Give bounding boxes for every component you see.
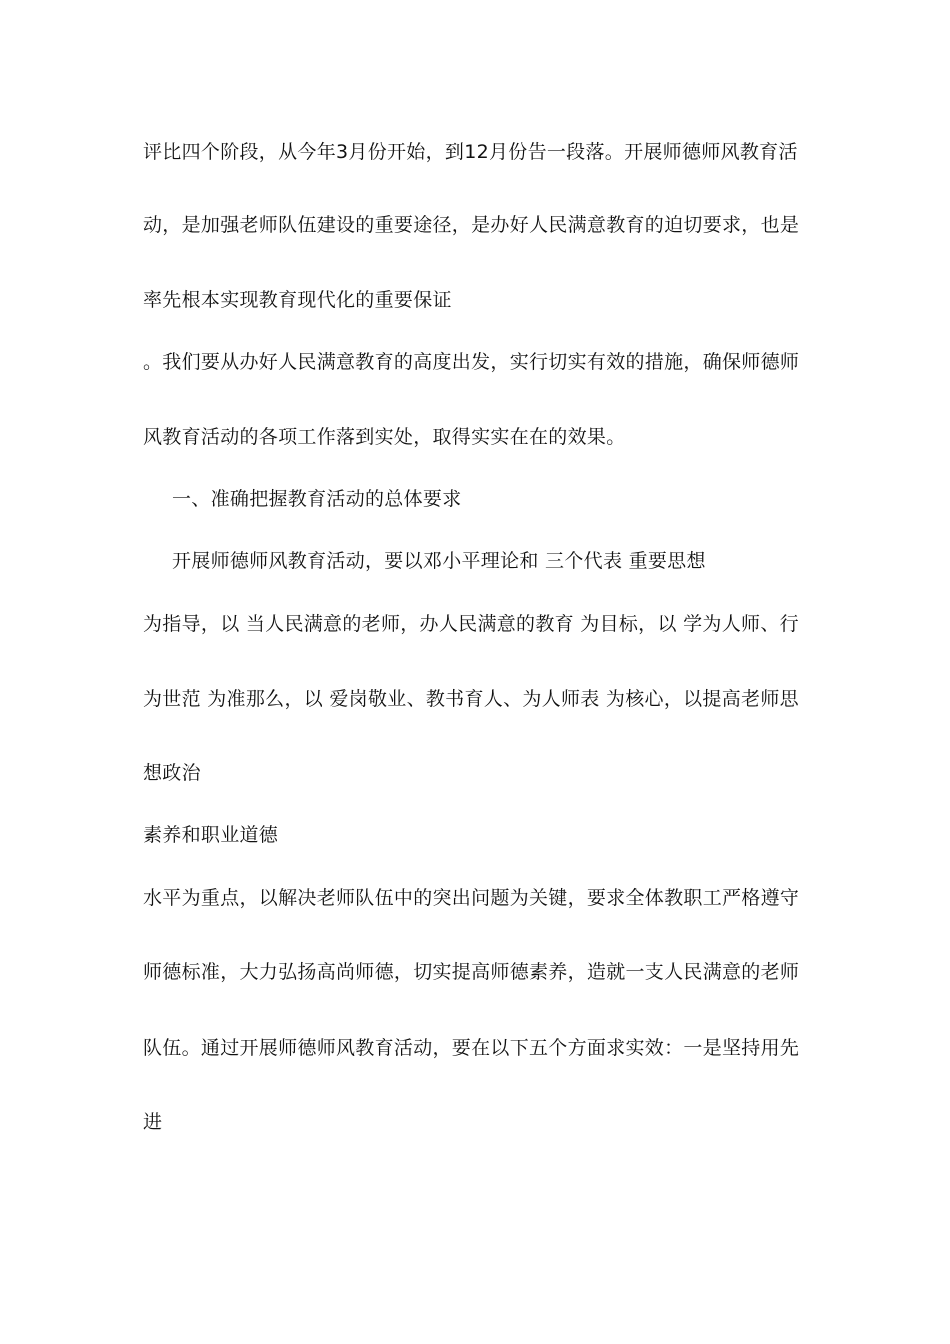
paragraph-line: 素养和职业道德 — [143, 824, 279, 846]
paragraph-line: 率先根本实现教育现代化的重要保证 — [143, 289, 452, 311]
paragraph-line: 进 — [143, 1111, 163, 1133]
paragraph-line: 。我们要从办好人民满意教育的高度出发，实行切实有效的措施，确保师德师 — [143, 351, 800, 373]
paragraph-line: 开展师德师风教育活动，要以邓小平理论和 三个代表 重要思想 — [172, 550, 706, 572]
paragraph-line: 队伍。通过开展师德师风教育活动，要在以下五个方面求实效：一是坚持用先 — [143, 1037, 800, 1059]
paragraph-line: 动，是加强老师队伍建设的重要途径，是办好人民满意教育的迫切要求，也是 — [143, 214, 800, 236]
paragraph-line: 风教育活动的各项工作落到实处，取得实实在在的效果。 — [143, 426, 626, 448]
paragraph-line: 水平为重点，以解决老师队伍中的突出问题为关键，要求全体教职工严格遵守 — [143, 887, 800, 909]
paragraph-line: 为世范 为准那么，以 爱岗敬业、教书育人、为人师表 为核心，以提高老师思 — [143, 688, 799, 710]
paragraph-line: 评比四个阶段，从今年3月份开始，到12月份告一段落。开展师德师风教育活 — [143, 141, 798, 163]
paragraph-line: 为指导，以 当人民满意的老师，办人民满意的教育 为目标，以 学为人师、行 — [143, 613, 799, 635]
paragraph-line: 想政治 — [143, 762, 201, 784]
paragraph-line: 师德标准，大力弘扬高尚师德，切实提高师德素养，造就一支人民满意的老师 — [143, 961, 800, 983]
section-heading: 一、准确把握教育活动的总体要求 — [172, 488, 462, 510]
